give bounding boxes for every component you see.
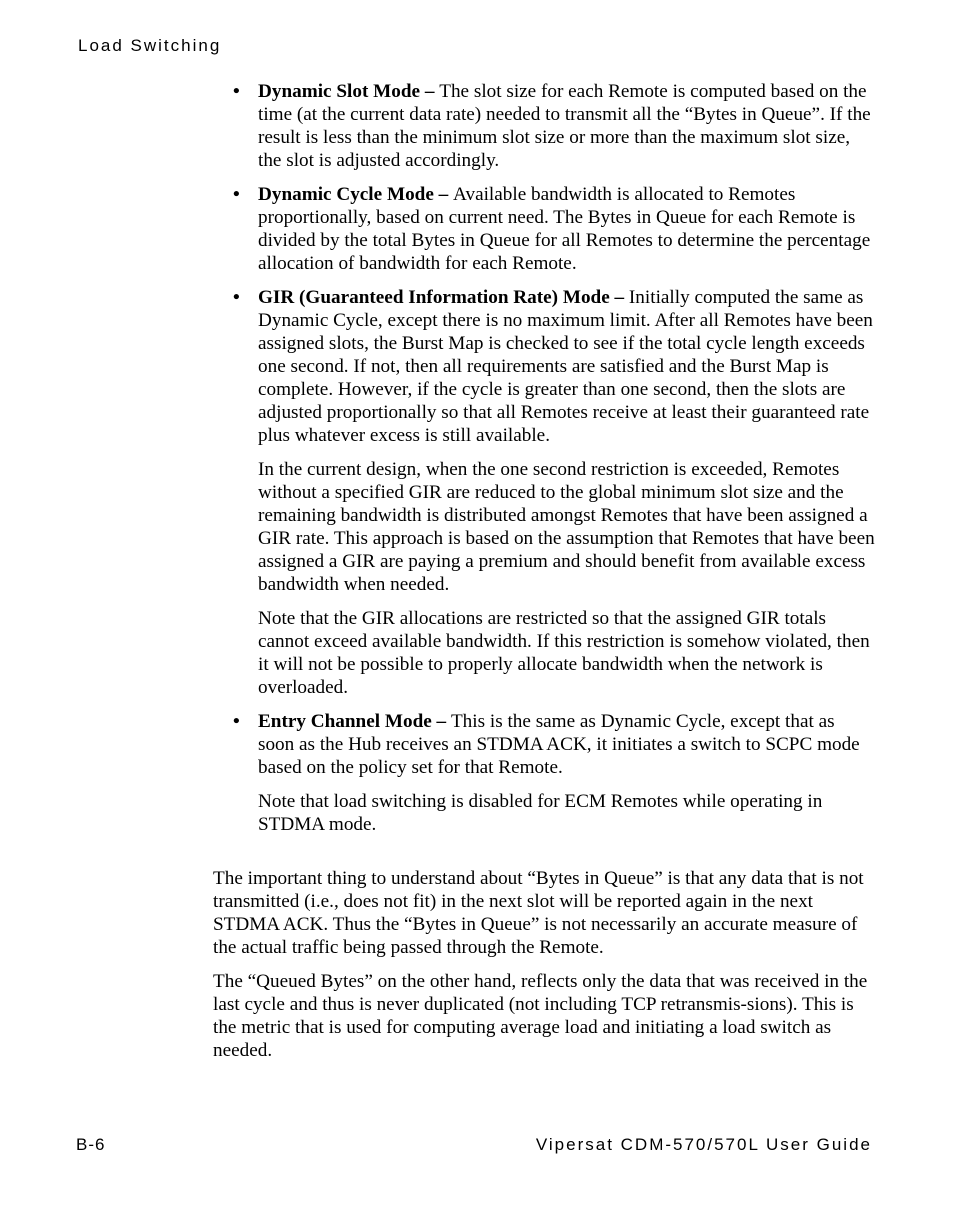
list-item-lead: Dynamic Cycle Mode – (258, 184, 454, 205)
list-item-paragraph (258, 710, 875, 779)
list-item-paragraph (258, 286, 875, 447)
list-item-dynamic-slot-mode (213, 80, 875, 172)
list-item-lead: Entry Channel Mode – (258, 711, 451, 732)
footer-doc-title: Vipersat CDM-570/570L User Guide (535, 1135, 872, 1154)
list-item-paragraph (258, 80, 875, 172)
mode-list (213, 80, 875, 836)
bullet-marker: • (233, 81, 240, 102)
list-item-text: Initially computed the same as Dynamic Cycle, except there is no maximum limit. After all Remotes have been assigned slots, the Burst Map is checked to see if the total cycle length exceeds one second. If not, then all requirements are satisfied and the Burst Map is complete. However, if the cycle is greater than one second, then the slots are adjusted proportionally so that all Remotes receive at least their guaranteed rate plus whatever excess is still available. (258, 287, 873, 446)
list-item-dynamic-cycle-mode (213, 183, 875, 275)
list-item-lead: GIR (Guaranteed Information Rate) Mode – (258, 287, 629, 308)
running-header: Load Switching (78, 36, 222, 55)
list-item-paragraph: Note that the GIR allocations are restricted so that the assigned GIR totals cannot exceed available bandwidth. If this restriction is somehow violated, then it will not be possible to properly allocate bandwidth when the network is overloaded. (258, 608, 870, 698)
bullet-marker: • (233, 287, 240, 308)
bullet-marker: • (233, 711, 240, 732)
list-item-text: Available bandwidth is allocated to Remotes proportionally, based on current need. The Bytes in Queue for each Remote is divided by the total Bytes in Queue for all Remotes to determine the percentage allocation of bandwidth for each Remote. (258, 184, 871, 274)
body-paragraph: The “Queued Bytes” on the other hand, reflects only the data that was received in the last cycle and thus is never duplicated (not including TCP retransmis-sions). This is the metric that is used for computing average load and initiating a load switch as needed. (213, 971, 868, 1061)
body-text (213, 867, 875, 1062)
list-item-paragraph: In the current design, when the one second restriction is exceeded, Remotes without a specified GIR are reduced to the global minimum slot size and the remaining bandwidth is distributed amongst Remotes that have been assigned a GIR rate. This approach is based on the assumption that Remotes that have been assigned a GIR are paying a premium and should benefit from available excess bandwidth when needed. (258, 459, 875, 595)
list-item-gir-mode (213, 286, 875, 699)
list-item-paragraph: Note that load switching is disabled for ECM Remotes while operating in STDMA mode. (258, 791, 823, 835)
list-item-entry-channel-mode (213, 710, 875, 836)
list-item-paragraph (258, 183, 875, 275)
page-number: B-6 (76, 1135, 106, 1154)
bullet-marker: • (233, 184, 240, 205)
list-item-text: The slot size for each Remote is computed based on the time (at the current data rate) needed to transmit all the “Bytes in Queue”. If the result is less than the minimum slot size or more than the maximum slot size, the slot is adjusted accordingly. (258, 81, 871, 171)
page-content (213, 80, 875, 1073)
list-item-text: This is the same as Dynamic Cycle, except that as soon as the Hub receives an STDMA ACK, it initiates a switch to SCPC mode based on the policy set for that Remote. (258, 711, 860, 778)
list-item-lead: Dynamic Slot Mode – (258, 81, 440, 102)
body-paragraph: The important thing to understand about “Bytes in Queue” is that any data that is not transmitted (i.e., does not fit) in the next slot will be reported again in the next STDMA ACK. Thus the “Bytes in Queue” is not necessarily an accurate measure of the actual traffic being passed through the Remote. (213, 868, 864, 958)
